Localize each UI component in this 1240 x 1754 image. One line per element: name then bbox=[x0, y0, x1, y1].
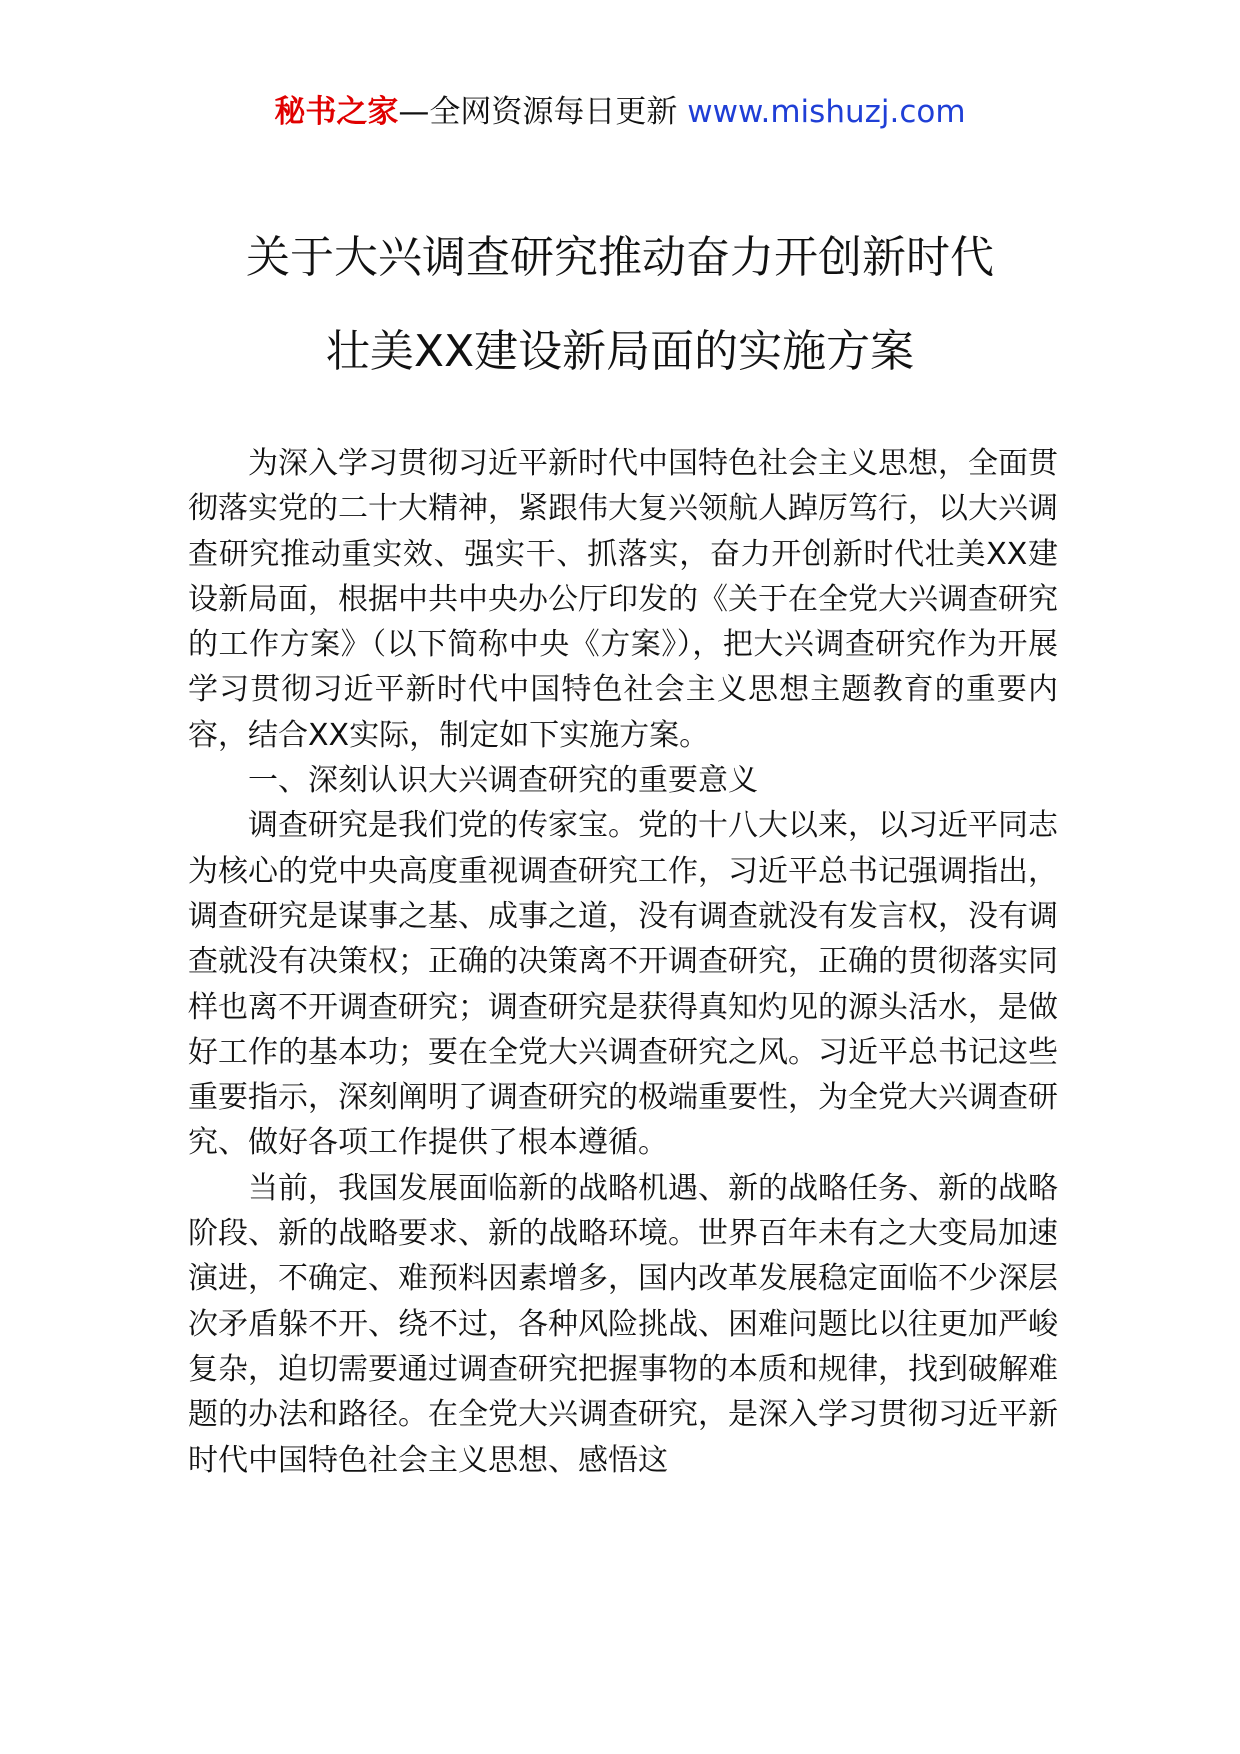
body-paragraph: 当前，我国发展面临新的战略机遇、新的战略任务、新的战略阶段、新的战略要求、新的战略环境。世界百年未有之大变局加速演进，不确定、难预料因素增多，国内改革发展稳定面临不少深层次矛盾躲不开、绕不过，各种风险挑战、困难问题比以往更加严峻复杂，迫切需要通过调查研究把握事物的本质和规律，找到破解难题的办法和路径。在全党大兴调查研究，是深入学习贯彻习近平新时代中国特色社会主义思想、感悟这 bbox=[188, 1170, 1058, 1478]
document-title-line-2: 壮美XX建设新局面的实施方案 bbox=[325, 326, 915, 377]
intro-paragraph: 为深入学习贯彻习近平新时代中国特色社会主义思想，全面贯彻落实党的二十大精神，紧跟伟大复兴领航人踔厉笃行，以大兴调查研究推动重实效、强实干、抓落实，奋力开创新时代壮美XX建设新局面，根据中共中央办公厅印发的《关于在全党大兴调查研究的工作方案》（以下简称中央《方案》），把大兴调查研究作为开展学习贯彻习近平新时代中国特色社会主义思想主题教育的重要内容，结合XX实际，制定如下实施方案。 bbox=[188, 446, 1058, 753]
document-body bbox=[188, 441, 1058, 1483]
body-paragraph: 调查研究是我们党的传家宝。党的十八大以来，以习近平同志为核心的党中央高度重视调查研究工作，习近平总书记强调指出，调查研究是谋事之基、成事之道，没有调查就没有发言权，没有调查就没有决策权；正确的决策离不开调查研究，正确的贯彻落实同样也离不开调查研究；调查研究是获得真知灼见的源头活水，是做好工作的基本功；要在全党大兴调查研究之风。习近平总书记这些重要指示，深刻阐明了调查研究的极端重要性，为全党大兴调查研究、做好各项工作提供了根本遵循。 bbox=[188, 808, 1058, 1161]
site-banner bbox=[0, 92, 1240, 132]
site-tagline: —全网资源每日更新 bbox=[398, 94, 688, 130]
site-url-link[interactable]: www.mishuzj.com bbox=[687, 94, 966, 130]
site-brand: 秘书之家 bbox=[274, 94, 399, 130]
document-title-line-1: 关于大兴调查研究推动奋力开创新时代 bbox=[246, 232, 994, 283]
section-heading: 一、深刻认识大兴调查研究的重要意义 bbox=[248, 763, 758, 799]
